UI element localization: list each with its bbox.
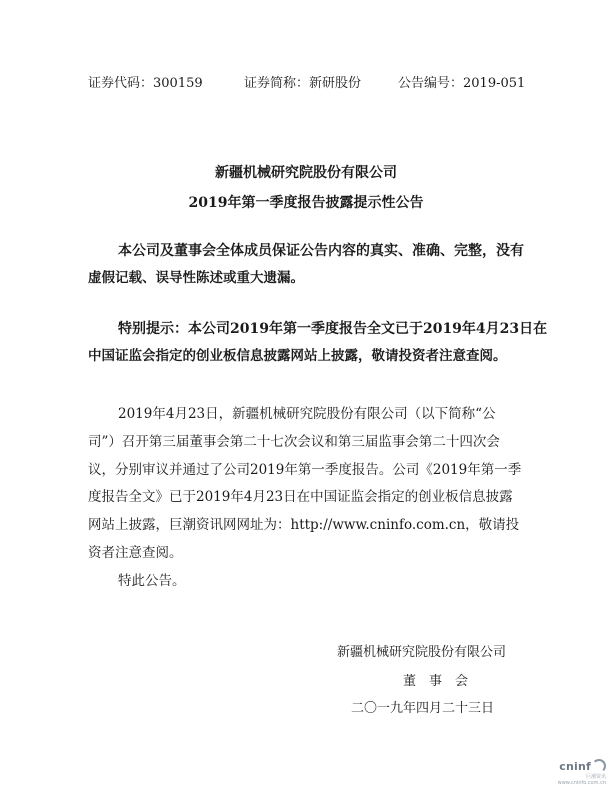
company-title: 新疆机械研究院股份有限公司: [215, 165, 397, 181]
notice-number: 公告编号：2019-051: [398, 76, 526, 91]
watermark-sub-url: www.cninfo.com.cn: [557, 780, 606, 786]
body-line-5: 网站上披露，巨潮资讯网网址为：http://www.cninfo.com.cn，敬请投: [88, 517, 520, 533]
stock-abbreviation: 证券简称：新研股份: [244, 76, 362, 91]
body-line-6: 资者注意查阅。: [88, 545, 183, 561]
notice-title: 2019年第一季度报告披露提示性公告: [188, 195, 424, 211]
statement-line-2: 虚假记载、误导性陈述或重大遗漏。: [88, 270, 304, 286]
body-line-4: 度报告全文》已于2019年4月23日在中国证监会指定的创业板信息披露: [88, 489, 513, 505]
stock-code: 证券代码：300159: [88, 76, 203, 91]
signature-board: 董 事 会: [403, 674, 469, 689]
special-notice-line-1: 特别提示：本公司2019年第一季度报告全文已于2019年4月23日在: [118, 321, 548, 337]
statement-line-1: 本公司及董事会全体成员保证公告内容的真实、准确、完整，没有: [118, 243, 524, 259]
body-line-3: 议，分别审议并通过了公司2019年第一季度报告。公司《2019年第一季: [88, 462, 522, 478]
body-line-2: 司”）召开第三届董事会第二十七次会议和第三届监事会第二十四次会: [88, 434, 500, 450]
closing-remark: 特此公告。: [118, 573, 186, 589]
watermark-sub-cn: 巨潮资讯: [585, 774, 606, 780]
signature-company: 新疆机械研究院股份有限公司: [337, 645, 507, 660]
special-notice-line-2: 中国证监会指定的创业板信息披露网站上披露，敬请投资者注意查阅。: [88, 348, 507, 364]
signature-date: 二〇一九年四月二十三日: [351, 701, 495, 716]
body-line-1: 2019年4月23日，新疆机械研究院股份有限公司（以下简称“公: [118, 406, 496, 422]
cninfo-watermark-logo: [558, 755, 606, 786]
watermark-brand: cninf: [559, 760, 591, 773]
swoosh-icon: [592, 759, 606, 773]
